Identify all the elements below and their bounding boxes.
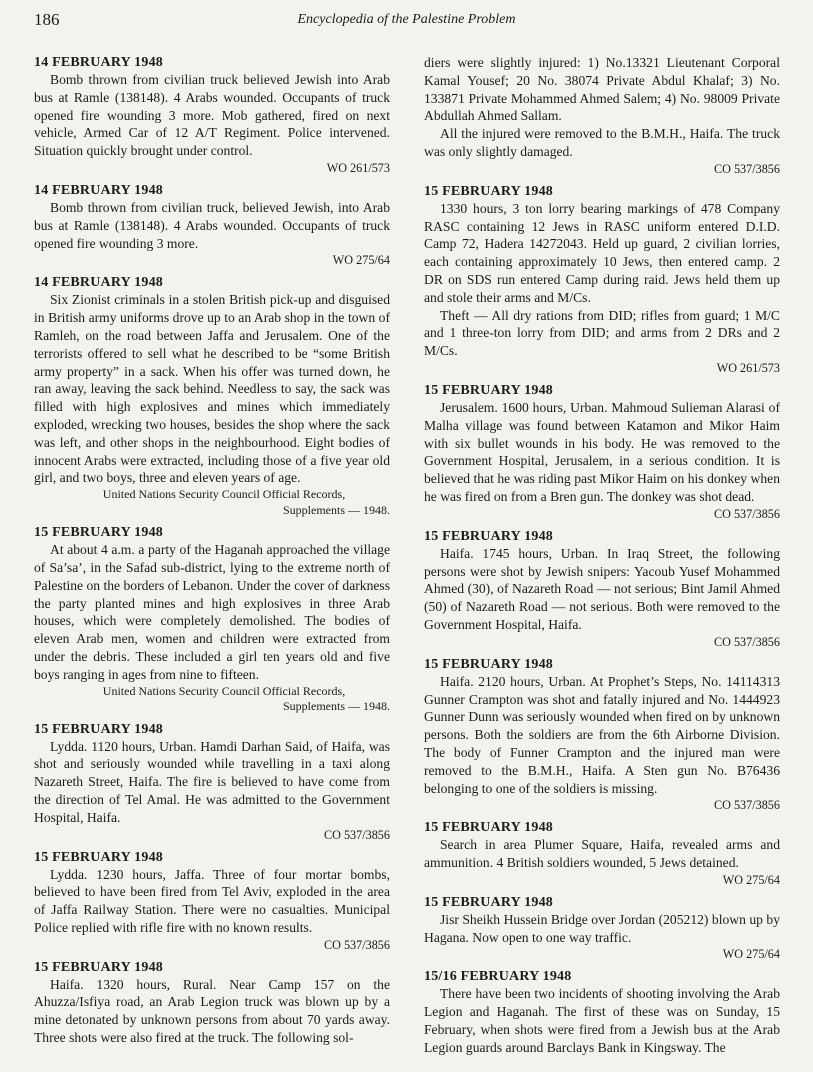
- source-line: Supplements — 1948.: [283, 699, 390, 714]
- log-entry: [424, 183, 780, 376]
- entry-date: 14 FEBRUARY 1948: [34, 182, 163, 198]
- entry-date: 15 FEBRUARY 1948: [424, 894, 553, 910]
- left-column: [34, 54, 390, 1053]
- entry-text: Bomb thrown from civilian truck, believed Jewish, into Arab bus at Ramle (138148). 4 Arabs wounded. Occupants of truck opened fire wounding 3 more.: [34, 199, 390, 251]
- log-entry: [34, 721, 390, 843]
- log-entry: [34, 849, 390, 953]
- entry-text: There have been two incidents of shooting involving the Arab Legion and Haganah. The first of these was on Sunday, 15 February, when shots were fired from a Jewish bus at the Arab Legion guards around Barclays Bank in Kingsway. The: [424, 986, 780, 1055]
- log-entry: [424, 819, 780, 888]
- entry-text: Haifa. 1745 hours, Urban. In Iraq Street, the following persons were shot by Jewish snipers: Yacoub Yusef Mohammed Ahmed (30), of Nazareth Road — not serious; Bint Jamil Ahmed (50) of Nazareth Road — not serious. Both were removed to the Government Hospital, Haifa.: [424, 545, 780, 632]
- archive-reference: WO 275/64: [332, 253, 390, 268]
- archive-reference: WO 261/573: [326, 160, 390, 175]
- log-entry: [34, 54, 390, 176]
- entry-text: All the injured were removed to the B.M.H., Haifa. The truck was only slightly damaged.: [424, 126, 780, 159]
- entry-date: 15/16 FEBRUARY 1948: [424, 969, 572, 985]
- entry-text: 1330 hours, 3 ton lorry bearing markings of 478 Company RASC containing 12 Jews in RASC uniform entered D.I.D. Camp 72, Hadera 14272043. Held up guard, 2 civilian lorries, each containing approximately 10 Jews, then entered camp. 2 DR on SDS run entered Camp during raid. Jews held them up and stole their arms and M/Cs.: [424, 200, 780, 305]
- right-column: [424, 54, 780, 1063]
- entry-text: At about 4 a.m. a party of the Haganah approached the village of Sa’sa’, in the Safad sub-district, lying to the extreme north of Palestine on the borders of Lebanon. Under the cover of darkness the party planted mines and high explosives in three Arab houses, which were completely demolished. The bodies of eleven Arab men, women and children were extracted from under the debris. These included a girl ten years old and five boys ranging in ages from nine to fifteen.: [34, 542, 390, 682]
- log-entry: [424, 968, 780, 1056]
- log-entry: [34, 524, 390, 714]
- entry-date: 15 FEBRUARY 1948: [34, 959, 163, 975]
- archive-reference: WO 261/573: [716, 360, 780, 375]
- entry-date: 15 FEBRUARY 1948: [424, 382, 553, 398]
- entry-date: 15 FEBRUARY 1948: [424, 656, 553, 672]
- log-entry: [34, 274, 390, 518]
- archive-reference: WO 275/64: [722, 872, 780, 887]
- log-entry: [424, 894, 780, 963]
- log-entry: [424, 382, 780, 522]
- page-number: 186: [34, 10, 60, 29]
- page-header: [34, 10, 779, 32]
- entry-text: Haifa. 2120 hours, Urban. At Prophet’s Steps, No. 14114313 Gunner Crampton was shot and fatally injured and No. 1444923 Gunner Dunn was seriously wounded when fired on by unknown persons. Both the soldiers are from the 6th Airborne Division. The body of Funner Crampton and the injured man were removed to the B.M.H., Haifa. A Sten gun No. B76436 belonging to one of the soldiers is missing.: [424, 673, 780, 796]
- archive-reference: CO 537/3856: [713, 506, 780, 521]
- entry-date: 14 FEBRUARY 1948: [34, 275, 163, 291]
- entry-date: 15 FEBRUARY 1948: [34, 849, 163, 865]
- entry-date: 15 FEBRUARY 1948: [424, 183, 553, 199]
- log-entry: [424, 656, 780, 814]
- source-line: United Nations Security Council Official Records,: [102, 487, 346, 502]
- archive-reference: CO 537/3856: [713, 798, 780, 813]
- log-entry: [424, 54, 780, 177]
- running-title: Encyclopedia of the Palestine Problem: [297, 12, 516, 27]
- entry-text: Search in area Plumer Square, Haifa, revealed arms and ammunition. 4 British soldiers wounded, 5 Jews detained.: [424, 837, 780, 871]
- entry-date: 15 FEBRUARY 1948: [424, 820, 553, 836]
- log-entry: [34, 959, 390, 1047]
- entry-text: Jerusalem. 1600 hours, Urban. Mahmoud Sulieman Alarasi of Malha village was found between Katamon and Mikor Haim with six bullet wounds in his body. He was removed to the Government Hospital, Jerusalem, in a serious condition. It is believed that he was riding past Mikor Haim on his donkey when he was fired on from a Bren gun. The donkey was shot dead.: [424, 399, 780, 504]
- entry-text: Lydda. 1120 hours, Urban. Hamdi Darhan Said, of Haifa, was shot and seriously wounded while travelling in a taxi along Nazareth Street, Haifa. The fire is believed to have come from the direction of Tel Amal. He was admitted to the Government Hospital, Haifa.: [34, 738, 390, 825]
- entry-date: 15 FEBRUARY 1948: [424, 528, 553, 544]
- entry-date: 15 FEBRUARY 1948: [34, 721, 163, 737]
- source-line: Supplements — 1948.: [283, 502, 390, 517]
- log-entry: [424, 528, 780, 650]
- entry-date: 15 FEBRUARY 1948: [34, 525, 163, 541]
- entry-text: Haifa. 1320 hours, Rural. Near Camp 157 on the Ahuzza/Isfiya road, an Arab Legion truck was blown up by a mine detonated by unknown persons from about 70 yards away. Three shots were also fired at the truck. The following sol-: [34, 976, 390, 1046]
- archive-reference: WO 275/64: [722, 947, 780, 962]
- entry-text: Bomb thrown from civilian truck believed Jewish into Arab bus at Ramle (138148). 4 Arabs wounded. Occupants of truck opened fire wounding 3 more. Mob gathered, fired on next vehicle, Armed Car of 12 A/T Regiment. Police intervened. Situation quickly brought under control.: [34, 72, 390, 159]
- entry-text: diers were slightly injured: 1) No.13321 Lieutenant Corporal Kamal Yousef; 20 No. 38074 Private Abdul Khalaf; 3) No. 133871 Private Mohammed Ahmed Salem; 4) No. 98009 Private Abdullah Ahmed Sallam.: [424, 55, 780, 124]
- entry-text: Jisr Sheikh Hussein Bridge over Jordan (205212) blown up by Hagana. Now open to one way traffic.: [424, 911, 780, 945]
- archive-reference: CO 537/3856: [323, 827, 390, 842]
- entry-text: Six Zionist criminals in a stolen British pick-up and disguised in British army uniforms drove up to an Arab shop in the town of Ramleh, on the road between Jaffa and Jerusalem. One of the terrorists offered to sell what he described to be “some British army property” in a sack. When his offer was turned down, he ran away, leaving the sack behind. Needless to say, the sack was filled with high explosives and mines which immediately exploded, wrecking two houses, besides the shop where the sack was left, and other shops in the neighbourhood. Eight bodies of innocent Arabs were extracted, including those of a five year old girl, and two boys, three and eleven years of age.: [34, 292, 390, 486]
- archive-reference: CO 537/3856: [713, 161, 780, 176]
- source-citation: [34, 684, 390, 715]
- entry-date: 14 FEBRUARY 1948: [34, 55, 163, 70]
- entry-text: Theft — All dry rations from DID; rifles from guard; 1 M/C and 1 three-ton lorry from DID; and arms from 2 DRs and 2 M/Cs.: [424, 307, 780, 359]
- archive-reference: CO 537/3856: [323, 937, 390, 952]
- source-line: United Nations Security Council Official Records,: [102, 683, 346, 698]
- entry-text: Lydda. 1230 hours, Jaffa. Three of four mortar bombs, believed to have been fired from Tel Aviv, exploded in the area of Jaffa Railway Station. There were no casualties. Municipal Police replied with rifle fire with no known results.: [34, 866, 390, 935]
- log-entry: [34, 182, 390, 268]
- archive-reference: CO 537/3856: [713, 634, 780, 649]
- source-citation: [34, 487, 390, 518]
